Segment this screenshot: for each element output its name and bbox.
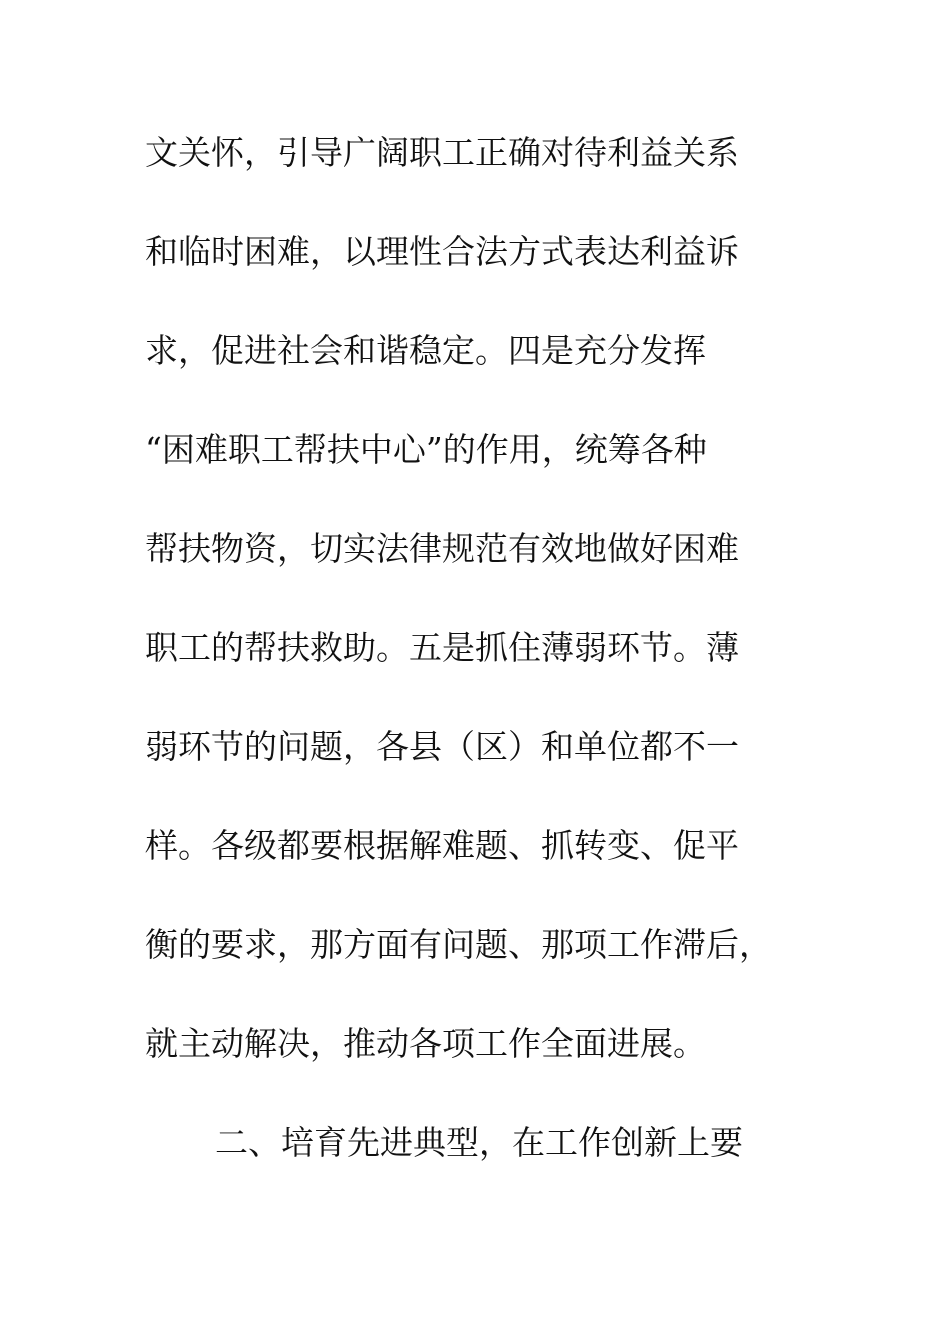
text-line: 文关怀，引导广阔职工正确对待利益关系 xyxy=(145,133,739,172)
text-line: 衡的要求，那方面有问题、那项工作滞后， xyxy=(145,925,772,964)
text-line: 职工的帮扶救助。五是抓住薄弱环节。薄 xyxy=(145,628,739,667)
text-line: 就主动解决，推动各项工作全面进展。 xyxy=(145,1024,706,1063)
text-line: 弱环节的问题，各县（区）和单位都不一 xyxy=(145,727,739,766)
text-line: 样。各级都要根据解难题、抓转变、促平 xyxy=(145,826,739,865)
body-text xyxy=(145,122,825,1211)
text-line: 和临时困难，以理性合法方式表达利益诉 xyxy=(145,232,739,271)
text-line: 帮扶物资，切实法律规范有效地做好困难 xyxy=(145,529,739,568)
text-line: “困难职工帮扶中心”的作用，统筹各种 xyxy=(145,430,707,469)
text-line: 求，促进社会和谐稳定。四是充分发挥 xyxy=(145,331,706,370)
section-heading: 二、培育先进典型，在工作创新上要 xyxy=(215,1123,743,1162)
